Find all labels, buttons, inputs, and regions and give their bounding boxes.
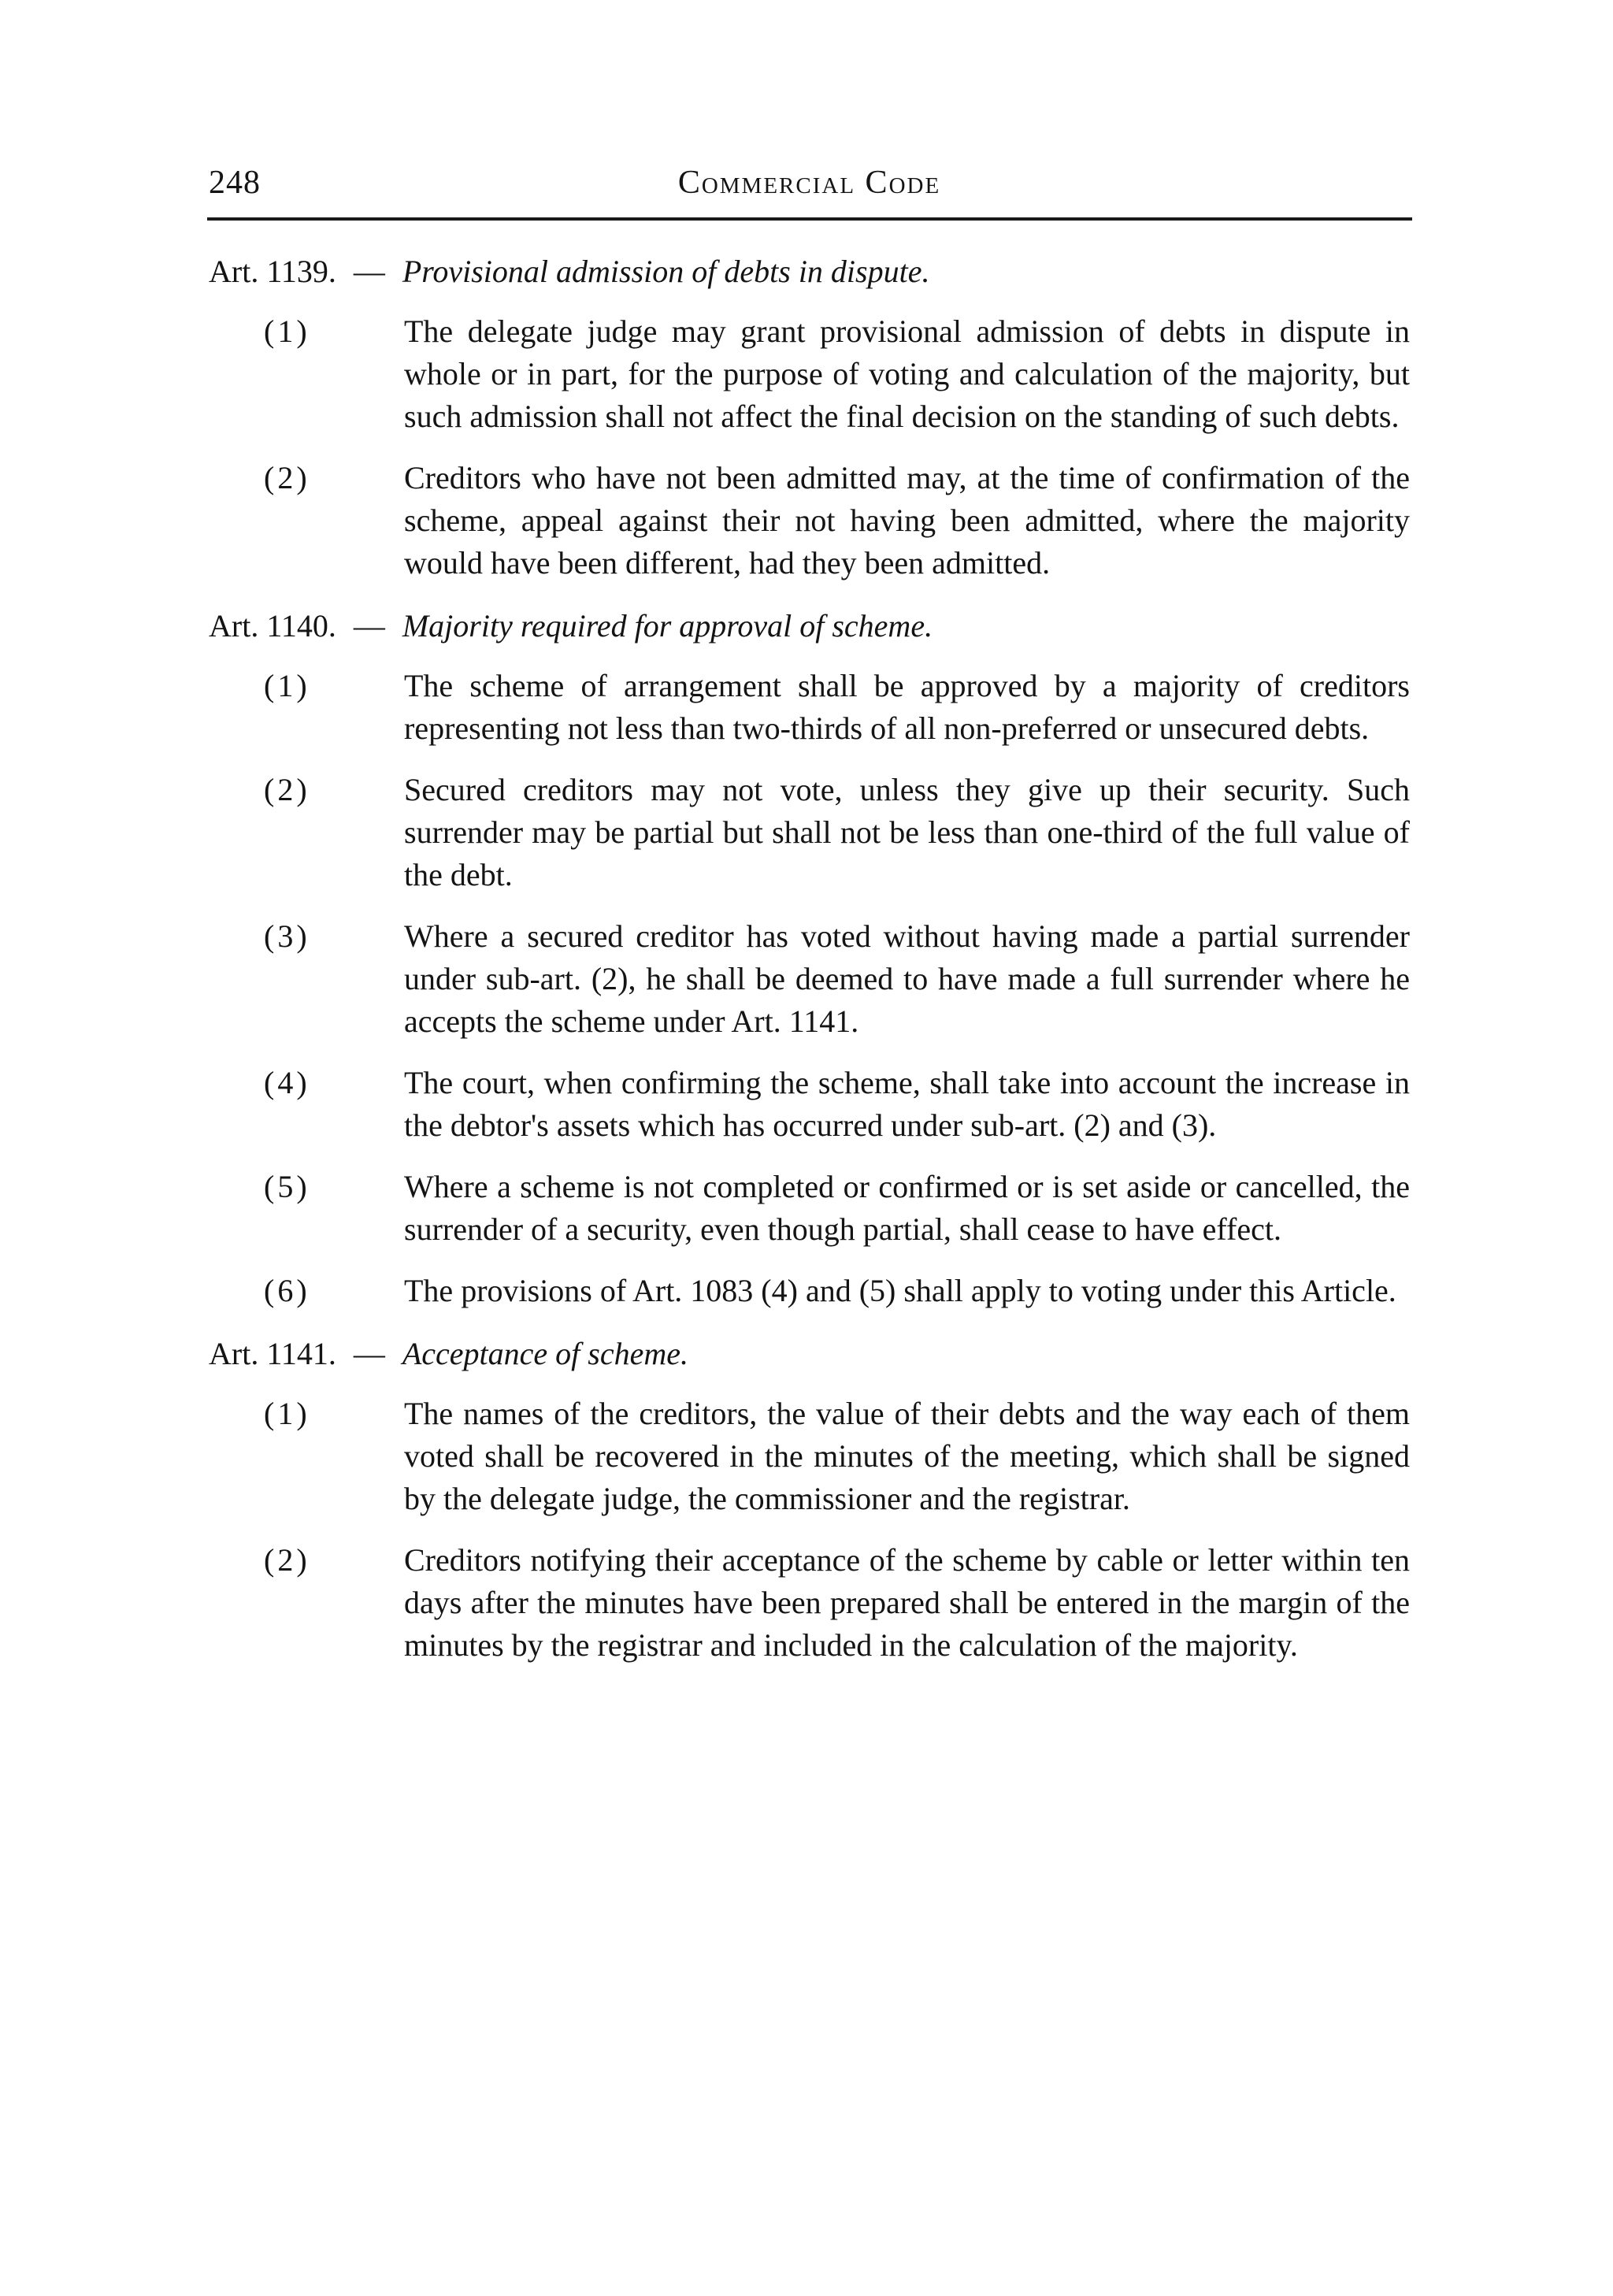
header-rule — [207, 217, 1412, 221]
article-title: Acceptance of scheme. — [402, 1336, 688, 1371]
page-body — [209, 250, 1410, 1687]
paragraph-number: (2) — [264, 1542, 310, 1578]
article-dash: — — [353, 608, 385, 644]
paragraph-text: Secured creditors may not vote, unless they give up their security. Such surrender may be partial but shall not be less than one-third of the full value of the debt. — [404, 772, 1410, 892]
paragraph — [264, 1270, 1410, 1312]
article-number: Art. 1140. — [209, 608, 336, 644]
paragraph-text: Where a scheme is not completed or confirmed or is set aside or cancelled, the surrender of a security, even though partial, shall cease to have effect. — [404, 1169, 1410, 1247]
article-1141 — [209, 1333, 1410, 1667]
article-title: Majority required for approval of scheme. — [402, 608, 933, 644]
paragraph — [264, 665, 1410, 750]
article-1140 — [209, 605, 1410, 1312]
paragraph-text: The names of the creditors, the value of their debts and the way each of them voted shall be recovered in the minutes of the meeting, which shall be signed by the delegate judge, the commissioner and the registrar. — [404, 1396, 1410, 1516]
paragraph-text: The delegate judge may grant provisional admission of debts in dispute in whole or in part, for the purpose of voting and calculation of the majority, but such admission shall not affect the final decision on the standing of such debts. — [404, 313, 1410, 434]
article-dash: — — [353, 254, 385, 289]
paragraph-text: The provisions of Art. 1083 (4) and (5) shall apply to voting under this Article. — [404, 1273, 1396, 1308]
article-1139 — [209, 250, 1410, 584]
paragraph-number: (5) — [264, 1169, 310, 1204]
paragraph-number: (1) — [264, 668, 310, 703]
article-number: Art. 1141. — [209, 1336, 336, 1371]
running-head — [209, 158, 1410, 213]
paragraph-number: (3) — [264, 918, 310, 954]
paragraph — [264, 769, 1410, 896]
paragraph — [264, 915, 1410, 1043]
article-heading — [209, 1333, 1410, 1375]
article-heading — [209, 605, 1410, 647]
paragraph-number: (2) — [264, 772, 310, 807]
article-title: Provisional admission of debts in dispute. — [402, 254, 930, 289]
paragraph-text: Creditors who have not been admitted may, at the time of confirmation of the scheme, appeal against their not having been admitted, where the majority would have been different, had they been admitted. — [404, 460, 1410, 580]
paragraph-number: (4) — [264, 1065, 310, 1100]
paragraph-number: (1) — [264, 313, 310, 349]
paragraph-number: (2) — [264, 460, 310, 495]
paragraph — [264, 1062, 1410, 1147]
paragraph-text: The scheme of arrangement shall be approved by a majority of creditors representing not less than two-thirds of all non-preferred or unsecured debts. — [404, 668, 1410, 746]
article-heading — [209, 250, 1410, 293]
running-title: Commercial Code — [677, 165, 941, 201]
paragraph — [264, 457, 1410, 584]
paragraph — [264, 1393, 1410, 1520]
paragraph-text: Creditors notifying their acceptance of the scheme by cable or letter within ten days after the minutes have been prepared shall be entered in the margin of the minutes by the registrar and included in the calculation of the majority. — [404, 1542, 1410, 1663]
paragraph — [264, 1539, 1410, 1667]
page-number: 248 — [209, 165, 261, 201]
paragraph-text: The court, when confirming the scheme, shall take into account the increase in the debtor's assets which has occurred under sub-art. (2) and (3). — [404, 1065, 1410, 1143]
paragraph-number: (1) — [264, 1396, 310, 1431]
article-number: Art. 1139. — [209, 254, 336, 289]
paragraph-text: Where a secured creditor has voted without having made a partial surrender under sub-art. (2), he shall be deemed to have made a full surrender where he accepts the scheme under Art. 1141. — [404, 918, 1410, 1039]
paragraph — [264, 310, 1410, 438]
paragraph — [264, 1166, 1410, 1251]
article-dash: — — [353, 1336, 385, 1371]
paragraph-number: (6) — [264, 1273, 310, 1308]
